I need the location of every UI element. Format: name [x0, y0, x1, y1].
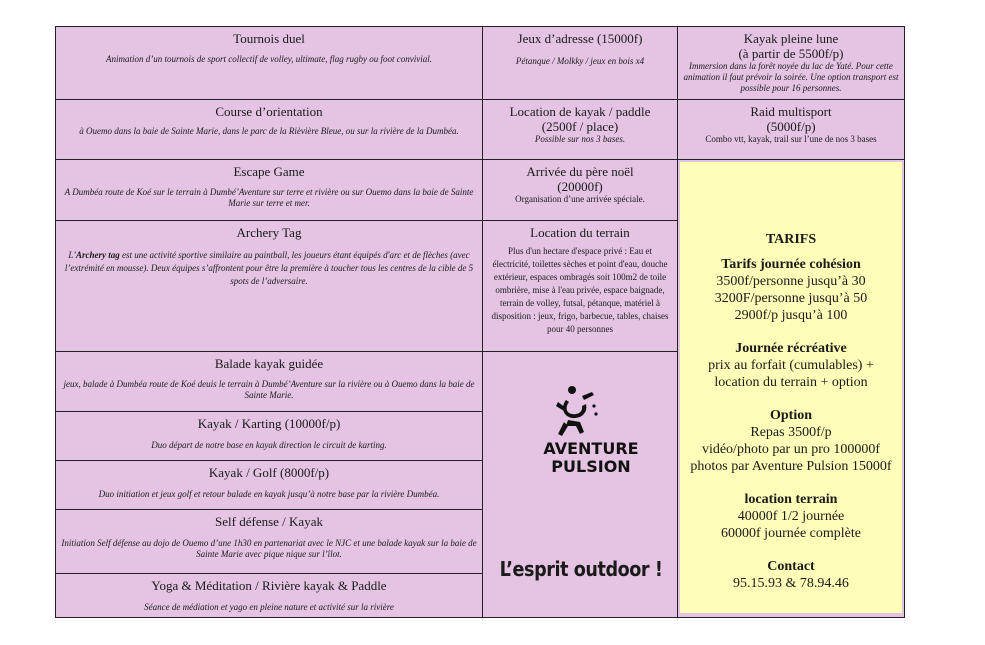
cell-desc: Plus d'un hectare d'espace privé : Eau et électricité, toilettes sèches et point d'eau, douche extérieur, espaces ombragés soit 100m2 de toile ombrière, mise à l'eau privée, espace baignade, terrain de volley, futsal, pétanque, matériel à disposition : jeux, frigo, barbecue, tables, chaises pour 40 personnes	[491, 246, 669, 334]
cell-escape-game	[56, 159, 482, 220]
contact-title: Contact	[767, 559, 815, 574]
cell-desc: Duo départ de notre base en kayak direction le circuit de karting.	[151, 440, 387, 450]
cell-jeux-adresse	[482, 27, 677, 99]
cell-location-kayak	[482, 99, 677, 159]
cell-pere-noel	[482, 159, 677, 220]
cohesion-title: Tarifs journée cohésion	[721, 257, 861, 272]
cell-desc: Animation d’un tournois de sport collectif de volley, ultimate, flag rugby ou foot convivial.	[106, 54, 432, 64]
cell-title-price: (5000f/p)	[766, 119, 816, 134]
option-line: Repas 3500f/p	[750, 425, 832, 440]
cell-title: Escape Game	[233, 164, 305, 179]
cell-title-price: (2500f / place)	[541, 119, 619, 134]
cell-desc: A Dumbéa route de Koé sur le terrain à Dumbé’Aventure sur terre et rivière ou sur Ouemo dans la baie de Sainte Marie sur terre et mer.	[64, 187, 474, 208]
cell-desc: Initiation Self défense au dojo de Ouemo d’une 1h30 en partenariat avec le NJC et une balade kayak sur la baie de Sainte Marie avec pique nique sur l’îlot.	[61, 538, 477, 559]
cell-title: Kayak pleine lune	[743, 31, 839, 46]
terrain-title: location terrain	[744, 492, 838, 507]
cell-title: Self défense / Kayak	[215, 514, 323, 529]
cell-desc: Séance de médiation et yago en pleine nature et activité sur la rivière	[144, 602, 394, 612]
cell-title: Location de kayak / paddle	[509, 104, 651, 119]
cell-location-terrain	[482, 220, 677, 351]
cell-yoga	[56, 573, 482, 617]
cohesion-line: 3500f/personne jusqu’à 30	[716, 274, 866, 289]
tarifs-heading: TARIFS	[765, 232, 817, 247]
cell-title: Arrivée du père noël	[526, 164, 634, 179]
cell-title: Raid multisport	[750, 104, 832, 119]
cell-archery-tag	[56, 220, 482, 351]
cell-desc: Possible sur nos 3 bases.	[534, 134, 626, 144]
recreative-title: Journée récréative	[735, 341, 847, 356]
cell-kayak-golf	[56, 460, 482, 509]
cell-title-price: (à partir de 5500f/p)	[738, 46, 844, 61]
slogan: L’esprit outdoor !	[499, 557, 663, 581]
cell-desc: jeux, balade à Dumbéa route de Koé deuis le terrain à Dumbé’Aventure sur la rivière ou à Ouemo dans la baie de Sainte Marie.	[63, 379, 475, 400]
option-line: vidéo/photo par un pro 100000f	[701, 442, 881, 457]
recreative-line: prix au forfait (cumulables) +	[708, 358, 874, 373]
desc-text: est une activité sportive similaire au paintball, les joueurs étant équipés d'arc et de flèches (avec l’extrémité en mousse). Deux équipes s’affrontent pour être la première à toucher tous les centres de la cible de 5 spots de l’adversaire.	[64, 250, 474, 286]
cohesion-line: 2900f/p jusqu’à 100	[734, 308, 848, 323]
cell-title: Kayak / Golf (8000f/p)	[208, 465, 330, 480]
option-line: photos par Aventure Pulsion 15000f	[690, 459, 892, 474]
cell-title: Archery Tag	[236, 225, 302, 240]
cell-desc: Organisation d’une arrivée spéciale.	[515, 194, 645, 204]
cell-desc: Immersion dans la forêt noyée du lac de Yaté. Pour cette animation il faut prévoir la soirée. Une option transport est possible pour 16 personnes.	[683, 61, 899, 93]
cell-raid-multisport	[677, 99, 904, 159]
cell-tournois-duel	[56, 27, 482, 99]
cell-balade-kayak	[56, 351, 482, 411]
terrain-line: 40000f 1/2 journée	[737, 509, 845, 524]
logo-line2: PULSION	[551, 457, 631, 476]
cell-title: Tournois duel	[233, 31, 305, 46]
contact-phone: 95.15.93 & 78.94.46	[733, 576, 849, 591]
recreative-line: location du terrain + option	[714, 375, 868, 390]
cell-title: Balade kayak guidée	[214, 356, 324, 371]
runner-figure-icon	[536, 382, 646, 477]
cell-kayak-karting	[56, 411, 482, 460]
cell-title: Jeux d’adresse (15000f)	[517, 31, 643, 46]
cell-course-orientation	[56, 99, 482, 159]
cell-desc: Combo vtt, kayak, trail sur l’une de nos 3 bases	[705, 134, 877, 144]
cell-title: Kayak / Karting (10000f/p)	[197, 416, 341, 431]
logo-line1: AVENTURE	[543, 439, 639, 458]
cell-desc: Pétanque / Molkky / jeux en bois x4	[515, 56, 645, 66]
cell-self-defense	[56, 509, 482, 573]
cell-desc: Duo initiation et jeux golf et retour balade en kayak jusqu’à notre base par la rivière Dumbéa.	[98, 489, 440, 499]
aventure-pulsion-logo	[536, 382, 646, 482]
cell-kayak-pleine-lune	[677, 27, 904, 99]
cell-desc	[56, 249, 482, 288]
option-title: Option	[769, 408, 812, 423]
cell-desc: à Ouemo dans la baie de Sainte Marie, dans le parc de la Rièvière Bleue, ou sur la rivière de la Dumbéa.	[79, 126, 459, 136]
cohesion-line: 3200F/personne jusqu’à 50	[714, 291, 868, 306]
activities-table	[55, 26, 905, 618]
tarifs-box	[680, 162, 902, 613]
cell-title: Location du terrain	[530, 225, 630, 240]
cell-title-price: (20000f)	[557, 179, 603, 194]
cell-title: Course d’orientation	[215, 104, 323, 119]
terrain-line: 60000f journée complète	[721, 526, 861, 541]
cell-title: Yoga & Méditation / Rivière kayak & Paddle	[151, 578, 387, 593]
desc-bold: Archery tag	[75, 250, 120, 260]
desc-prefix: L’	[68, 250, 76, 260]
